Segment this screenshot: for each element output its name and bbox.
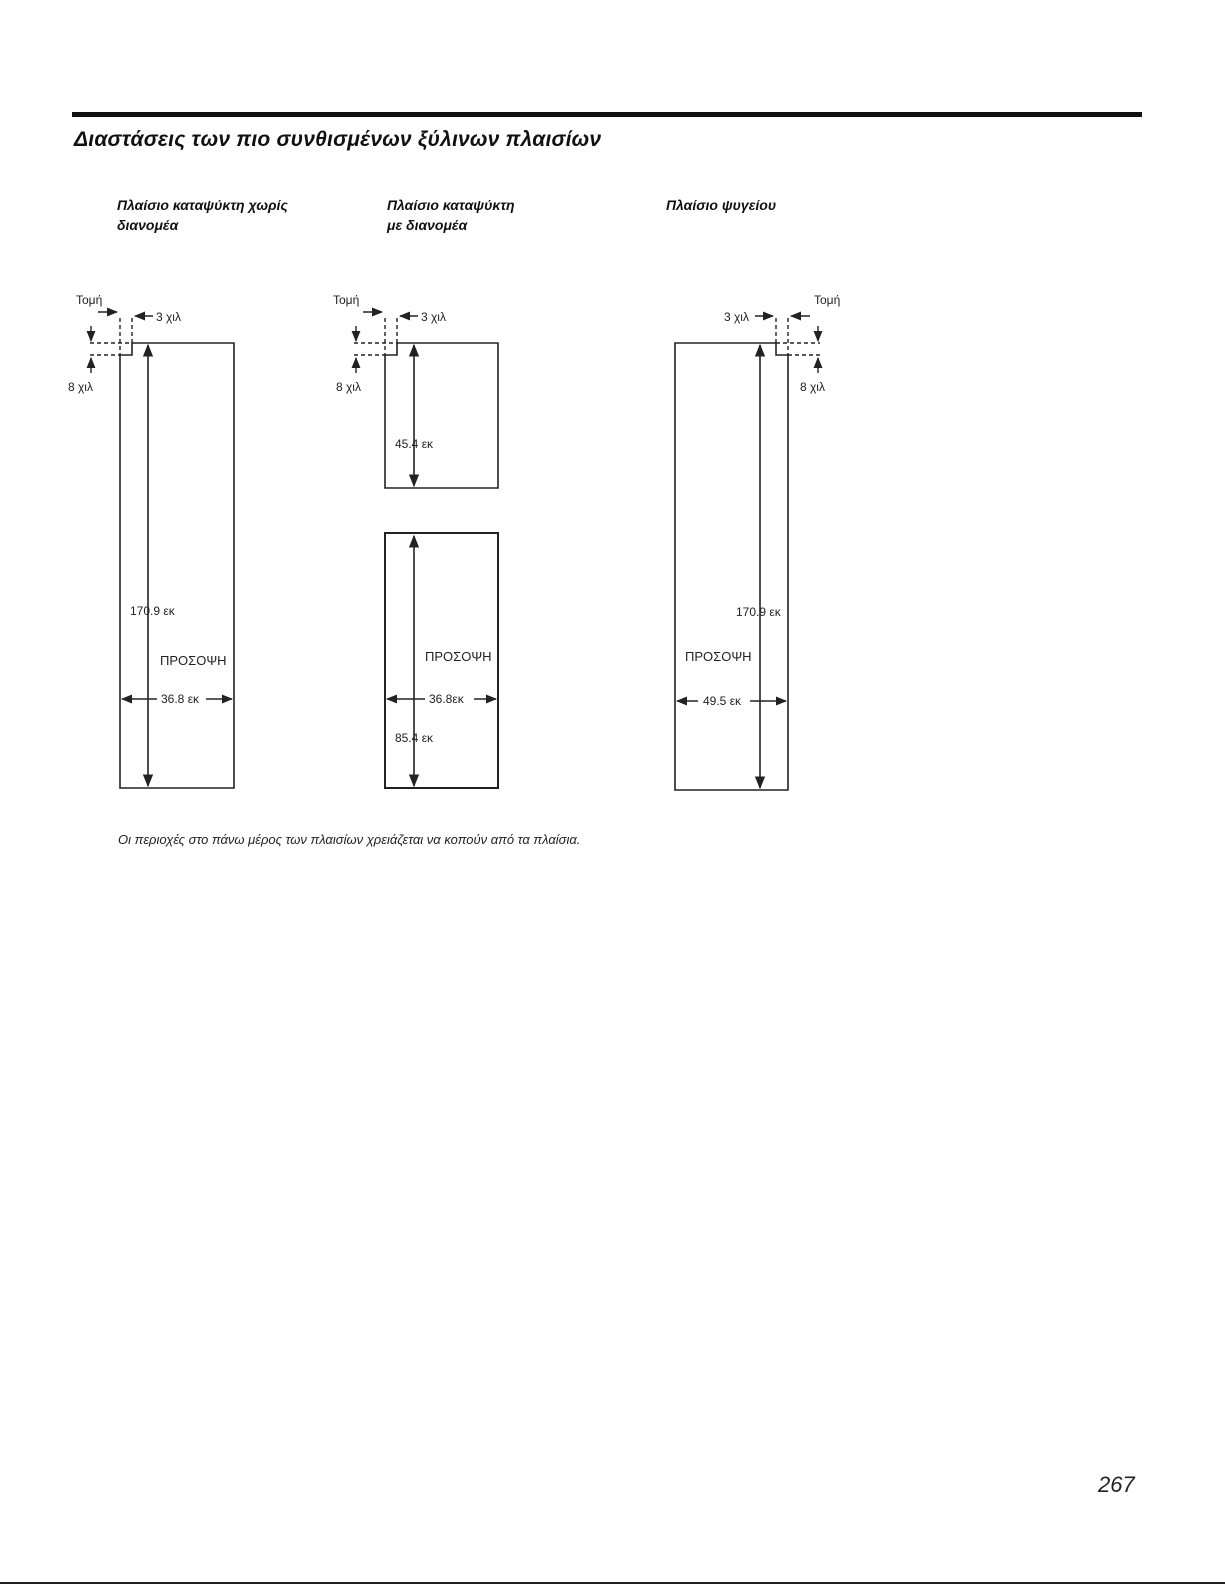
panel-1-notch-width-label: 3 χιλ <box>156 310 181 324</box>
page-number: 267 <box>1098 1472 1135 1497</box>
panel-3-width-label: 49.5 εκ <box>703 694 742 708</box>
panel-2-cut-lines <box>354 318 397 355</box>
panel-1-notch-depth-label: 8 χιλ <box>68 380 93 394</box>
panel-1-cut-label: Τομή <box>76 293 103 307</box>
panel-1-cut-lines <box>90 318 132 355</box>
footnote: Οι περιοχές στο πάνω μέρος των πλαισίων χρειάζεται να κοπούν από τα πλαίσια. <box>118 832 581 847</box>
panel-3-diagram <box>675 316 820 790</box>
panel-3-outline <box>675 343 788 790</box>
panel-heading-refrigerator: Πλαίσιο ψυγείου <box>666 197 777 213</box>
panel-heading-freezer-with-dispenser: Πλαίσιο καταψύκτη με διανομέα <box>387 197 515 233</box>
panel-1-face-label: ΠΡΟΣΟΨΗ <box>160 653 227 668</box>
panel-2-upper-outline <box>385 343 498 488</box>
panel-2-diagram <box>354 312 498 788</box>
panel-3-notch-width-label: 3 χιλ <box>724 310 749 324</box>
panel-2-upper-height-label: 45.4 εκ <box>395 437 434 451</box>
bottom-rule <box>0 1582 1225 1584</box>
panel-2-notch-depth-label: 8 χιλ <box>336 380 361 394</box>
panel-1-height-label: 170.9 εκ <box>130 604 175 618</box>
panel-2-lower-height-label: 85.4 εκ <box>395 731 434 745</box>
panel-heading-freezer-no-dispenser: Πλαίσιο καταψύκτη χωρίς διανομέα <box>117 197 288 233</box>
panel-3-cut-lines <box>776 318 820 355</box>
panel-3-height-label: 170.9 εκ <box>736 605 781 619</box>
panel-3-notch-arrows <box>755 316 818 373</box>
panel-2-cut-label: Τομή <box>333 293 360 307</box>
panel-2-labels <box>333 293 492 745</box>
panel-1-diagram <box>90 312 234 788</box>
panel-2-width-label: 36.8εκ <box>429 692 464 706</box>
panel-1-outline <box>120 343 234 788</box>
panel-3-face-label: ΠΡΟΣΟΨΗ <box>685 649 752 664</box>
page-title: Διαστάσεις των πιο συνθισμένων ξύλινων πλαισίων <box>74 128 602 151</box>
panel-2-face-label: ΠΡΟΣΟΨΗ <box>425 649 492 664</box>
panel-2-notch-width-label: 3 χιλ <box>421 310 446 324</box>
panel-1-width-label: 36.8 εκ <box>161 692 200 706</box>
panel-3-cut-label: Τομή <box>814 293 841 307</box>
panel-3-notch-depth-label: 8 χιλ <box>800 380 825 394</box>
